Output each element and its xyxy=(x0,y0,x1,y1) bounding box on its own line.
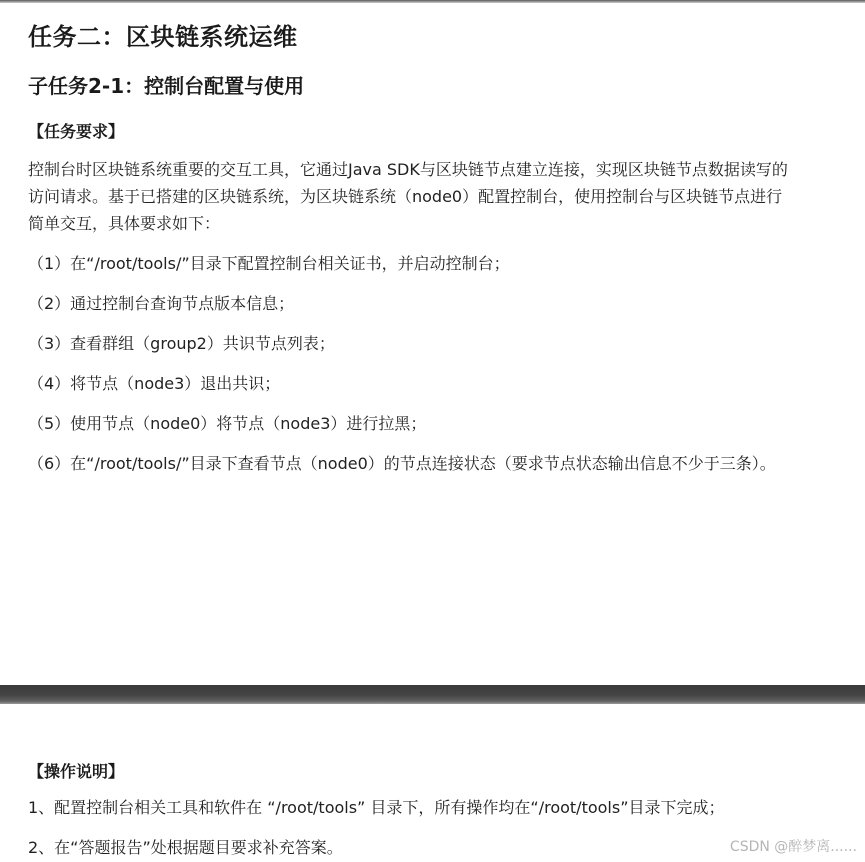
watermark: CSDN @醉梦离...... xyxy=(729,839,857,855)
operations-heading: 【操作说明】 xyxy=(28,762,125,781)
requirement-item: （5）使用节点（node0）将节点（node3）进行拉黑； xyxy=(28,414,427,433)
task-title: 任务二：区块链系统运维 xyxy=(28,23,298,51)
requirement-item: （4）将节点（node3）退出共识； xyxy=(28,374,281,393)
page-separator xyxy=(0,685,865,704)
intro-paragraph: 控制台时区块链系统重要的交互工具，它通过Java SDK与区块链节点建立连接，实现区块链节点数据读写的访问请求。基于已搭建的区块链系统，为区块链系统（node0）配置控制台，使用控制台与区块链节点进行简单交互，具体要求如下： xyxy=(28,160,788,233)
requirement-item: （2）通过控制台查询节点版本信息； xyxy=(28,294,295,313)
requirement-item: （1）在“/root/tools/”目录下配置控制台相关证书，并启动控制台； xyxy=(28,254,510,273)
operation-item: 2、在“答题报告”处根据题目要求补充答案。 xyxy=(28,838,343,857)
subtask-title: 子任务2-1：控制台配置与使用 xyxy=(28,74,305,98)
requirement-item: （6）在“/root/tools/”目录下查看节点（node0）的节点连接状态（要求节点状态输出信息不少于三条）。 xyxy=(28,454,776,473)
operation-item: 1、配置控制台相关工具和软件在 “/root/tools” 目录下，所有操作均在“/root/tools”目录下完成； xyxy=(28,798,725,817)
document-page-1 xyxy=(0,3,865,685)
requirements-heading: 【任务要求】 xyxy=(28,122,125,141)
requirement-item: （3）查看群组（group2）共识节点列表； xyxy=(28,334,335,353)
